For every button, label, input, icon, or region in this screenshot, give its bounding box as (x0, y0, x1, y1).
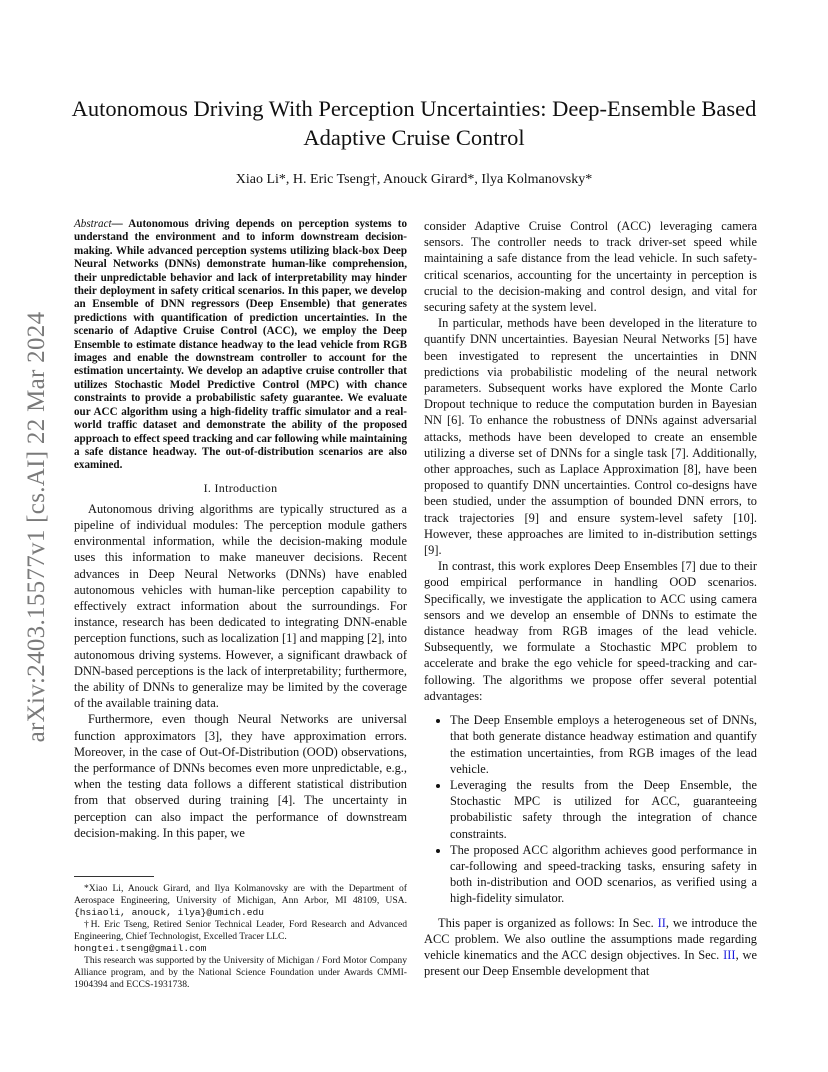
section-ref-link-3[interactable]: III (723, 947, 736, 962)
section-ref-link-2[interactable]: II (657, 915, 666, 930)
author-list: Xiao Li*, H. Eric Tseng†, Anouck Girard*, Ilya Kolmanovsky* (235, 172, 593, 187)
contributions-list (424, 712, 757, 906)
footnote-funding: This research was supported by the University of Michigan / Ford Motor Company Alliance program, and by the National Science Foundation under Awards CMMI-1904394 and ECCS-1931738. (74, 955, 407, 990)
left-column (74, 218, 407, 841)
section-heading-introduction: I. Introduction (203, 480, 278, 495)
abstract-text: — Autonomous driving depends on perception systems to understand the environment and to inform downstream decision-making. While advanced perception systems utilizing black-box Deep Neural Networks (DNNs) demonstrate human-like comprehension, their unpredictable behavior and lack of interpretability may hinder their deployment in safety critical scenarios. In this paper, we develop an Ensemble of DNN regressors (Deep Ensemble) that generates predictions with quantification of prediction uncertainties. In the scenario of Adaptive Cruise Control (ACC), we employ the Deep Ensemble to estimate distance headway to the lead vehicle from RGB images and enable the downstream controller to account for the estimation uncertainty. We develop an adaptive cruise controller that utilizes Stochastic Model Predictive Control (MPC) with chance constraints to provide a probabilistic safety guarantee. We evaluate our ACC algorithm using a high-fidelity traffic simulator and a real-world traffic dataset and demonstrate the ability of the proposed approach to effect speed tracking and car following while maintaining a safe distance headway. The out-of-distribution scenarios are also examined. (74, 218, 407, 472)
paper-title: Autonomous Driving With Perception Uncertainties: Deep-Ensemble Based Adaptive Cruise Control (71, 96, 757, 150)
intro-paragraph-4: In particular, methods have been developed in the literature to quantify DNN uncertainties. Bayesian Neural Networks [5] have been investigated to represent the uncertainties in DNN predictions via probabilistic modeling of the neural network parameters. Subsequent works have explored the Monte Carlo Dropout technique to reduce the computation burden in Bayesian NN [6]. To enhance the robustness of DNNs against adversarial attacks, methods have been developed to create an ensemble utilizing a diverse set of DNNs for a single task [7]. Additionally, other approaches, such as Laplace Approximation [8], have been proposed to quantify DNN uncertainties. Control co-designs have been studied, under the assumption of bounded DNN errors, to track trajectories [9] and ensure system-level safety [10]. However, these approaches are limited to in-distribution settings [9]. (424, 316, 757, 558)
list-item: • The Deep Ensemble employs a heterogeneous set of DNNs, that both generate distance headway estimation and quantify the estimation uncertainties, from RGB images of the lead vehicle. (450, 712, 757, 777)
list-item: • Leveraging the results from the Deep Ensemble, the Stochastic MPC is utilized for ACC, guaranteeing probabilistic safety through the integration of chance constraints. (450, 777, 757, 842)
abstract-label: Abstract (74, 218, 112, 230)
intro-paragraph-6: This paper is organized as follows: In Sec. II, we introduce the ACC problem. We also outline the assumptions made regarding vehicle kinematics and the ACC design objectives. In Sec. III, we present our Deep Ensemble development that (424, 915, 757, 979)
footnote-affiliation-2: †H. Eric Tseng, Retired Senior Technical Leader, Ford Research and Advanced Engineering, Chief Technologist, Excelled Tracer LLC. hongtei.tseng@gmail.com (74, 919, 407, 954)
footnote-email-1: {hsiaoli, anouck, ilya}@umich.edu (74, 907, 264, 918)
footnote-rule (74, 876, 154, 877)
intro-paragraph-1: Autonomous driving algorithms are typically structured as a pipeline of individual modules: The perception module gathers environmental information, while the decision-making module uses this information to make maneuver decisions. Recent advances in Deep Neural Networks (DNNs) have enabled autonomous vehicles with human-like perception capability to effectively extract information about the surroundings. For instance, research has been dedicated to integrating DNN-enable perception functions, such as localization [1] and mapping [2], into autonomous driving systems. However, a significant drawback of DNN-based perceptions is the lack of interpretability; furthermore, the ability of DNNs to generalize may be limited by the coverage of the available training data. (74, 501, 407, 711)
intro-paragraph-5: In contrast, this work explores Deep Ensembles [7] due to their good empirical performance in handling OOD scenarios. Specifically, we investigate the application to ACC using camera sensors and we develop an ensemble of DNNs to estimate the distance headway from RGB images of the lead vehicle. Subsequently, we formulate a Stochastic MPC problem to accelerate and brake the ego vehicle for speed-tracking and car-following. The algorithms we propose offer several potential advantages: (424, 559, 757, 703)
footnotes (74, 876, 407, 991)
abstract (74, 218, 407, 473)
list-item: • The proposed ACC algorithm achieves good performance in car-following and speed-tracking tasks, ensuring safety in both in-distribution and OOD scenarios, as verified using a high-fidelity simulator. (450, 842, 757, 907)
footnote-email-2: hongtei.tseng@gmail.com (74, 943, 207, 954)
footnote-affiliation-1: *Xiao Li, Anouck Girard, and Ilya Kolmanovsky are with the Department of Aerospace Engineering, University of Michigan, Ann Arbor, MI 48109, USA. {hsiaoli, anouck, ilya}@umich.edu (74, 883, 407, 918)
arxiv-identifier (22, 292, 52, 762)
arxiv-identifier-text: arXiv:2403.15577v1 [cs.AI] 22 Mar 2024 (23, 311, 50, 743)
intro-paragraph-2: Furthermore, even though Neural Networks are universal function approximators [3], they have approximation errors. Moreover, in the case of Out-Of-Distribution (OOD) observations, the performance of DNNs becomes even more unpredictable, e.g., when the testing data follows a different statistical distribution from that observed during training [4]. The uncertainty in perception can also impact the performance of downstream decision-making. In this paper, we (74, 712, 407, 840)
right-column (424, 218, 757, 979)
intro-paragraph-3: consider Adaptive Cruise Control (ACC) leveraging camera sensors. The controller needs to track driver-set speed while maintaining a safe distance from the lead vehicle. In such safety-critical scenarios, accounting for the uncertainty in perception is crucial to the decision-making and control design, and vital for securing safety at the system level. (424, 219, 757, 315)
